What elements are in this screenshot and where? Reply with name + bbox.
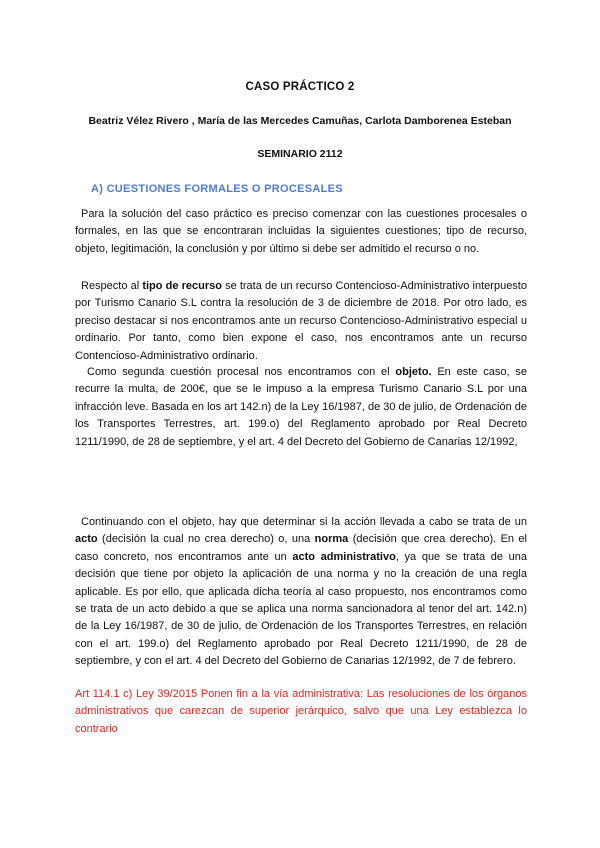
paragraph-text: En este caso, se recurre la multa, de 200€, que se le impuso a la empresa Turismo Canario S.L por una infracción leve. Basada en los art 142.n) de la Ley 16/1987, de 30 de julio, de Ordenación de los Transportes Terrestres, art. 199.o) del Reglamento aprobado por Real Decreto 1211/1990, de 28 de septiembre, y el art. 4 del Decreto del Gobierno de Canarias 12/1992, (75, 366, 527, 448)
bold-term-norma: norma (314, 533, 349, 546)
paragraph-text: se trata de un recurso Contencioso-Administrativo interpuesto por Turismo Canario S.L contra la resolución de 3 de diciembre de 2018. Por otro lado, es preciso destacar si nos encontramos ante un recurso Contencioso-Administrativo especial u ordinario. Por tanto, como bien expone el caso, nos encontramos ante un recurso Contencioso-Administrativo ordinario. (75, 280, 527, 362)
bold-term-acto-administrativo: acto administrativo (292, 550, 396, 563)
bold-term-objeto: objeto. (395, 366, 432, 378)
paragraph-intro-text: Para la solución del caso práctico es preciso comenzar con las cuestiones procesales o formales, en las que se encontraran incluidas la siguientes cuestiones; tipo de recurso, objeto, legitimación, la conclusión y por último si debe ser admitido el recurso o no. (75, 208, 527, 255)
paragraph-text: (decisión la cual no crea derecho) o, una (97, 533, 315, 546)
paragraph-tipo-recurso (75, 278, 527, 365)
paragraph-intro (75, 206, 527, 258)
paragraph-text: Continuando con el objeto, hay que determinar si la acción llevada a cabo se trata de un (81, 516, 527, 528)
section-heading-a: A) CUESTIONES FORMALES O PROCESALES (91, 183, 343, 195)
bold-term-acto: acto (75, 533, 98, 546)
paragraph-acto-norma (75, 514, 527, 671)
paragraph-citation-red: Art 114.1 c) Ley 39/2015 Ponen fin a la vía administrativa: Las resoluciones de los órganos administrativos que carezcan de superior jerárquico, salvo que una Ley establezca lo contrario (75, 688, 527, 735)
paragraph-objeto (75, 364, 527, 451)
seminar-label: SEMINARIO 2112 (257, 148, 343, 160)
paragraph-text: (decisión que crea derecho). En el caso concreto, nos encontramos ante un (75, 533, 527, 563)
paragraph-text: , ya que se trata de una decisión que tiene por objeto la aplicación de una norma y no la creación de una regla aplicable. Es por ello, que aplicada dicha teoría al caso propuesto, nos encontramos como se trata de un acto debido a que se aplica una norma sancionadora al tenor del art. 142.n) de la Ley 16/1987, de 30 de julio, de Ordenación de los Transportes Terrestres, en relación con el art. 199.o) del Reglamento aprobado por Real Decreto 1211/1990, de 28 de septiembre, y con el art. 4 del Decreto del Gobierno de Canarias 12/1992, de 7 de febrero. (75, 550, 528, 668)
paragraph-text: Respecto al (81, 280, 143, 292)
bold-term-tipo-recurso: tipo de recurso (142, 280, 222, 292)
document-title: CASO PRÁCTICO 2 (245, 81, 355, 93)
authors-line: Beatriz Vélez Rivero , María de las Mercedes Camuñas, Carlota Damborenea Esteban (88, 115, 512, 127)
paragraph-text: Como segunda cuestión procesal nos encontramos con el (87, 366, 396, 378)
